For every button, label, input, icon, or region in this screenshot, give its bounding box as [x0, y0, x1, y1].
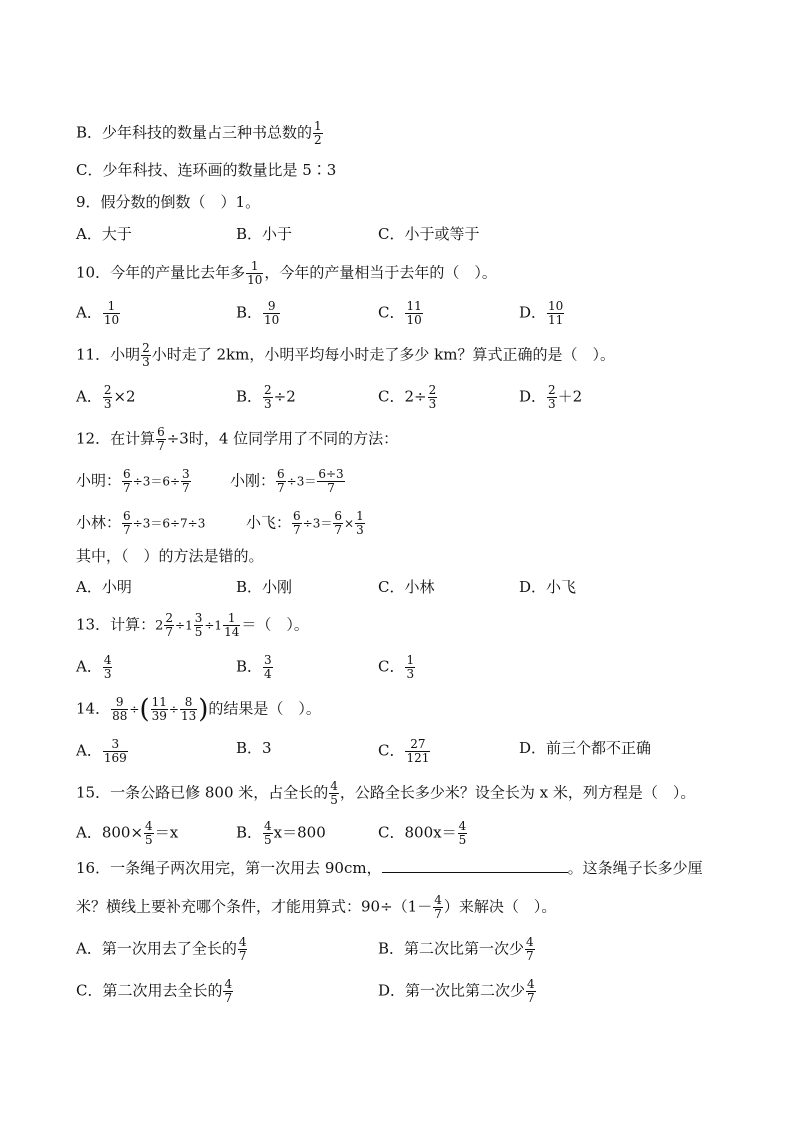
- text-segment: 14．: [76, 699, 111, 718]
- denominator: 7: [434, 907, 442, 921]
- fraction: [156, 426, 166, 453]
- fraction: [151, 696, 168, 723]
- numerator: 2: [264, 383, 272, 397]
- q12-method-xiaolin: [76, 510, 205, 537]
- denominator: 3: [142, 355, 150, 369]
- q13-option-c[interactable]: [378, 654, 416, 681]
- fraction: [313, 120, 323, 147]
- fraction: [428, 384, 438, 411]
- text-segment: B．: [236, 387, 263, 406]
- q12-option-d[interactable]: D．小飞: [519, 578, 577, 596]
- text-segment: A．: [76, 387, 102, 406]
- q12-option-a[interactable]: A．小明: [76, 578, 132, 596]
- text-segment: 小时走了 2km，小明平均每小时走了多少 km？算式正确的是（ ）。: [151, 345, 615, 364]
- text-segment: x＝800: [273, 823, 326, 842]
- text-segment: ，今年的产量相当于去年的（ ）。: [264, 263, 497, 282]
- fraction: [317, 468, 344, 495]
- q16-option-c[interactable]: [76, 978, 234, 1005]
- q9-option-c[interactable]: C．小于或等于: [378, 225, 480, 243]
- numerator: 9: [115, 695, 124, 709]
- denominator: 7: [123, 481, 131, 495]
- text-segment: 12．在计算: [76, 429, 156, 448]
- q14-option-b[interactable]: B．3: [236, 739, 272, 757]
- denominator: 4: [264, 667, 272, 681]
- fraction: [526, 978, 536, 1005]
- q14-option-c[interactable]: [378, 738, 431, 765]
- fraction: [547, 300, 564, 327]
- numerator: 1: [107, 299, 116, 313]
- denominator: 169: [103, 751, 127, 765]
- text-segment: ×2: [113, 387, 136, 406]
- numerator: 27: [410, 737, 426, 751]
- numerator: 2: [548, 383, 556, 397]
- denominator: 5: [145, 833, 153, 847]
- fraction: [223, 612, 240, 639]
- numerator: 10: [548, 299, 564, 313]
- fraction: [405, 738, 430, 765]
- numerator: 9: [267, 299, 276, 313]
- numerator: 1: [227, 611, 236, 625]
- denominator: 3: [264, 397, 272, 411]
- fraction: [194, 612, 204, 639]
- q16-stem: [76, 858, 703, 878]
- q16-option-a[interactable]: [76, 936, 248, 963]
- q11-stem: [76, 342, 615, 369]
- fraction: [263, 654, 273, 681]
- denominator: 10: [406, 313, 422, 327]
- denominator: 121: [406, 751, 430, 765]
- numerator: 1: [356, 509, 364, 523]
- fraction: [223, 978, 233, 1005]
- denominator: 7: [334, 523, 342, 537]
- denominator: 7: [527, 991, 535, 1005]
- text-segment: A．: [76, 657, 102, 676]
- numerator: 11: [151, 695, 167, 709]
- denominator: 14: [224, 625, 240, 639]
- text-segment: ÷3时，4 位同学用了不同的方法：: [166, 429, 399, 448]
- text-segment: A．: [76, 303, 102, 322]
- text-segment: 的结果是（ ）。: [208, 699, 321, 718]
- text-segment: ÷2: [273, 387, 296, 406]
- fraction: [122, 510, 132, 537]
- fraction: [181, 468, 191, 495]
- q12-stem: [76, 426, 398, 453]
- text-segment: B．: [236, 657, 263, 676]
- numerator: 6: [123, 467, 131, 481]
- denominator: 7: [238, 949, 247, 963]
- numerator: 6: [123, 509, 131, 523]
- numerator: 1: [406, 653, 415, 667]
- numerator: 2: [428, 383, 437, 397]
- denominator: 3: [428, 397, 437, 411]
- text-segment: 2÷: [404, 387, 427, 406]
- text-segment: C．第二次用去全长的: [76, 981, 223, 1000]
- text-segment: 15．一条公路已修 800 米，占全长的: [76, 783, 329, 802]
- q13-option-b[interactable]: [236, 654, 274, 681]
- q8-option-b[interactable]: [76, 120, 324, 147]
- numerator: 3: [182, 467, 190, 481]
- fraction: [405, 300, 422, 327]
- q11-option-b[interactable]: [236, 384, 296, 411]
- denominator: 5: [330, 793, 338, 807]
- numerator: 11: [406, 299, 422, 313]
- text-segment: 小林：: [76, 513, 122, 532]
- q11-option-a[interactable]: [76, 384, 136, 411]
- numerator: 6: [334, 509, 342, 523]
- text-segment: 。这条绳子长多少厘: [567, 859, 703, 877]
- text-segment: 2: [155, 618, 164, 634]
- fraction: [164, 612, 174, 639]
- q12-method-xiaogang: [230, 468, 346, 495]
- denominator: 2: [314, 133, 322, 147]
- denominator: 3: [103, 397, 112, 411]
- q14-stem: [76, 696, 321, 723]
- q15-stem: [76, 780, 695, 807]
- text-segment: 米？横线上要补充哪个条件，才能用算式：90÷（1－: [76, 897, 433, 916]
- text-segment: A．800×: [76, 823, 144, 842]
- denominator: 5: [458, 833, 467, 847]
- fraction: [263, 384, 273, 411]
- fraction: [263, 300, 280, 327]
- text-segment: ÷: [129, 702, 140, 717]
- denominator: 7: [317, 481, 344, 495]
- denominator: 7: [182, 481, 190, 495]
- text-segment: C．: [378, 303, 405, 322]
- q15-option-a[interactable]: [76, 820, 178, 847]
- q15-option-b[interactable]: [236, 820, 326, 847]
- q10-option-a[interactable]: [76, 300, 121, 327]
- text-segment: 13．计算：: [76, 615, 156, 634]
- q14-option-d[interactable]: D．前三个都不正确: [519, 739, 652, 757]
- denominator: 7: [526, 949, 534, 963]
- numerator: 6: [277, 467, 285, 481]
- fraction: [405, 654, 415, 681]
- denominator: 7: [224, 991, 233, 1005]
- denominator: 10: [247, 273, 263, 287]
- denominator: 7: [157, 439, 165, 453]
- numerator: 2: [165, 611, 174, 625]
- fraction: [292, 510, 302, 537]
- fraction: [433, 894, 443, 921]
- numerator: 4: [434, 893, 442, 907]
- fraction: [111, 696, 128, 723]
- text-segment: 10．今年的产量比去年多: [76, 263, 246, 282]
- text-segment: ，公路全长多少米？设全长为 x 米，列方程是（ ）。: [339, 783, 696, 802]
- text-segment: C．: [378, 741, 405, 760]
- numerator: 3: [111, 737, 120, 751]
- numerator: 4: [527, 977, 535, 991]
- q10-option-d[interactable]: [519, 300, 565, 327]
- numerator: 3: [264, 653, 272, 667]
- denominator: 10: [264, 313, 280, 327]
- text-segment: D．第一次比第二次少: [378, 981, 526, 1000]
- numerator: 4: [526, 935, 534, 949]
- fraction: [525, 936, 535, 963]
- fraction: [355, 510, 365, 537]
- text-segment: A．第一次用去了全长的: [76, 939, 237, 958]
- text-segment: B．: [236, 303, 263, 322]
- denominator: 3: [103, 667, 112, 681]
- denominator: 13: [180, 709, 197, 723]
- fraction: [180, 696, 197, 723]
- fraction: [238, 936, 248, 963]
- text-segment: 小刚：: [230, 471, 276, 490]
- text-segment: D．: [519, 387, 547, 406]
- text-segment: C．: [378, 387, 405, 406]
- denominator: 3: [406, 667, 415, 681]
- text-segment: 11．小明: [76, 345, 141, 364]
- numerator: 6: [157, 425, 165, 439]
- q16-option-b[interactable]: [378, 936, 536, 963]
- fraction: [103, 654, 113, 681]
- text-segment: C．800x＝: [378, 823, 457, 842]
- fraction: [103, 738, 128, 765]
- numerator: 8: [184, 695, 193, 709]
- denominator: 7: [293, 523, 301, 537]
- q12-option-b[interactable]: B．小刚: [236, 578, 293, 596]
- q15-option-c[interactable]: [378, 820, 468, 847]
- q8-option-c[interactable]: C．少年科技、连环画的数量比是 5∶3: [76, 161, 337, 179]
- fraction: [276, 468, 286, 495]
- text-segment: C．: [378, 657, 405, 676]
- q14-option-a[interactable]: [76, 738, 129, 765]
- q9-option-b[interactable]: B．小于: [236, 225, 293, 243]
- text-segment: D．: [519, 303, 547, 322]
- text-segment: 小飞：: [246, 513, 292, 532]
- text-segment: ÷3＝: [302, 516, 333, 531]
- text-segment: B．少年科技的数量占三种书总数的: [76, 123, 313, 142]
- denominator: 3: [548, 397, 556, 411]
- q11-option-c[interactable]: [378, 384, 438, 411]
- numerator: 6÷3: [318, 467, 344, 481]
- text-segment: 小明：: [76, 471, 122, 490]
- numerator: 1: [314, 119, 322, 133]
- fraction: [103, 384, 113, 411]
- denominator: 7: [277, 481, 285, 495]
- text-segment: ＋2: [557, 387, 583, 406]
- numerator: 2: [103, 383, 112, 397]
- text-segment: ÷: [168, 702, 179, 717]
- text-segment: ）来解决（ ）。: [443, 897, 557, 916]
- q12-tail: 其中，（ ）的方法是错的。: [76, 547, 264, 565]
- numerator: 4: [224, 977, 233, 991]
- q13-stem: [76, 612, 309, 639]
- fraction: [329, 780, 339, 807]
- numerator: 4: [145, 819, 153, 833]
- text-segment: B．: [236, 823, 263, 842]
- text-segment: ＝（ ）。: [241, 615, 309, 634]
- numerator: 1: [250, 259, 259, 273]
- denominator: 11: [548, 313, 564, 327]
- q13-option-a[interactable]: [76, 654, 113, 681]
- text-segment: ): [198, 694, 209, 725]
- q12-method-xiaofei: [246, 510, 366, 537]
- fraction: [246, 260, 263, 287]
- q12-option-c[interactable]: C．小林: [378, 578, 435, 596]
- numerator: 6: [293, 509, 301, 523]
- q10-stem: [76, 260, 497, 287]
- denominator: 39: [151, 709, 167, 723]
- fraction: [458, 820, 468, 847]
- denominator: 7: [123, 523, 131, 537]
- q9-stem: 9．假分数的倒数（ ）1。: [76, 193, 261, 211]
- fraction: [547, 384, 557, 411]
- text-segment: 16．一条绳子两次用完，第一次用去 90cm，: [76, 859, 382, 877]
- numerator: 4: [264, 819, 272, 833]
- text-segment: ÷1: [175, 618, 193, 633]
- fraction: [141, 342, 151, 369]
- q9-option-a[interactable]: A．大于: [76, 225, 132, 243]
- text-segment: ÷3＝: [286, 474, 317, 489]
- fraction: [103, 300, 120, 327]
- text-segment: (: [139, 694, 150, 725]
- denominator: 5: [264, 833, 272, 847]
- q10-option-c[interactable]: [378, 300, 424, 327]
- numerator: 3: [194, 611, 203, 625]
- denominator: 10: [103, 313, 120, 327]
- numerator: 2: [142, 341, 150, 355]
- q16-option-d[interactable]: [378, 978, 537, 1005]
- denominator: 88: [112, 709, 128, 723]
- denominator: 3: [356, 523, 364, 537]
- q10-option-b[interactable]: [236, 300, 281, 327]
- q16-stem-line2: [76, 894, 556, 921]
- answer-blank[interactable]: [382, 858, 568, 873]
- numerator: 4: [103, 653, 112, 667]
- text-segment: ＝x: [154, 823, 179, 842]
- q11-option-d[interactable]: [519, 384, 582, 411]
- denominator: 5: [194, 625, 203, 639]
- denominator: 7: [165, 625, 174, 639]
- text-segment: ÷3＝6÷: [132, 474, 181, 489]
- text-segment: ×: [344, 516, 355, 531]
- numerator: 4: [330, 779, 338, 793]
- fraction: [144, 820, 154, 847]
- numerator: 4: [458, 819, 467, 833]
- numerator: 4: [238, 935, 247, 949]
- fraction: [263, 820, 273, 847]
- text-segment: B．第二次比第一次少: [378, 939, 525, 958]
- fraction: [333, 510, 343, 537]
- text-segment: A．: [76, 741, 102, 760]
- text-segment: ÷3＝6÷7÷3: [132, 516, 206, 531]
- text-segment: ÷1: [204, 618, 223, 633]
- q12-method-xiaoming: [76, 468, 192, 495]
- fraction: [122, 468, 132, 495]
